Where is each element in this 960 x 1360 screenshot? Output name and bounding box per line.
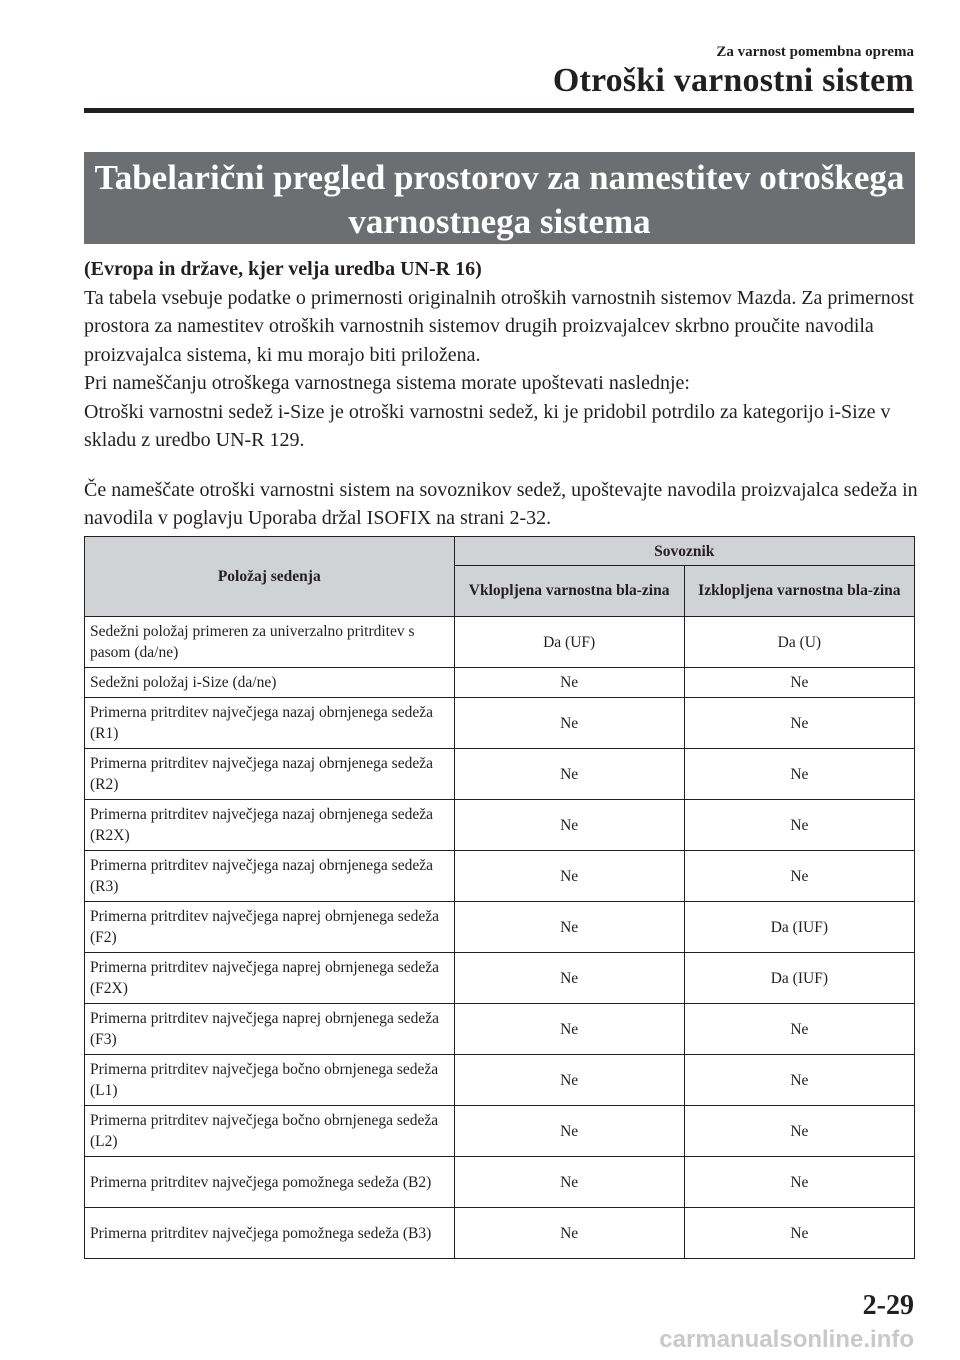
header-seating-position: Položaj sedenja	[85, 537, 455, 617]
row-label: Primerna pritrditev največjega pomožnega sedeža (B2)	[85, 1157, 455, 1208]
table-row	[85, 698, 915, 749]
cell-airbag-off: Ne	[684, 1004, 914, 1055]
section-banner	[84, 152, 915, 244]
cell-airbag-on: Ne	[454, 800, 684, 851]
row-label: Primerna pritrditev največjega bočno obrnjenega sedeža (L1)	[85, 1055, 455, 1106]
cell-airbag-on: Ne	[454, 1106, 684, 1157]
cell-airbag-off: Ne	[684, 1106, 914, 1157]
cell-airbag-on: Ne	[454, 1004, 684, 1055]
running-header-title: Otroški varnostni sistem	[552, 62, 914, 99]
cell-airbag-off: Ne	[684, 1055, 914, 1106]
cell-airbag-on: Ne	[454, 698, 684, 749]
header-passenger: Sovoznik	[454, 537, 914, 566]
banner-line-2: varnostnega sistema	[348, 202, 651, 241]
row-label: Sedežni položaj i-Size (da/ne)	[85, 668, 455, 698]
row-label: Sedežni položaj primeren za univerzalno pritrditev s pasom (da/ne)	[85, 617, 455, 668]
region-subtitle: (Evropa in države, kjer velja uredba UN-R 16)	[84, 258, 482, 280]
cell-airbag-on: Ne	[454, 902, 684, 953]
cell-airbag-on: Ne	[454, 1055, 684, 1106]
row-label: Primerna pritrditev največjega nazaj obrnjenega sedeža (R2X)	[85, 800, 455, 851]
cell-airbag-off: Ne	[684, 800, 914, 851]
intro-text	[84, 255, 920, 533]
intro-paragraph-3: Otroški varnostni sedež i-Size je otroški varnostni sedež, ki je pridobil potrdilo za kategorijo i-Size v skladu z uredbo UN-R 129.	[84, 400, 891, 451]
cell-airbag-off: Ne	[684, 1157, 914, 1208]
table-row	[85, 902, 915, 953]
cell-airbag-on: Ne	[454, 953, 684, 1004]
table-row	[85, 851, 915, 902]
banner-line-1: Tabelarični pregled prostorov za namestitev otroškega	[94, 158, 905, 197]
cell-airbag-on: Ne	[454, 668, 684, 698]
table-row	[85, 800, 915, 851]
cell-airbag-on: Ne	[454, 851, 684, 902]
row-label: Primerna pritrditev največjega nazaj obrnjenega sedeža (R2)	[85, 749, 455, 800]
header-airbag-off: Izklopljena varnostna bla-zina	[684, 566, 914, 617]
row-label: Primerna pritrditev največjega naprej obrnjenega sedeža (F2X)	[85, 953, 455, 1004]
table-row	[85, 1055, 915, 1106]
cell-airbag-on: Da (UF)	[454, 617, 684, 668]
watermark: carmanualsonline.info	[659, 1326, 914, 1353]
intro-paragraph-1: Ta tabela vsebuje podatke o primernosti originalnih otroških varnostnih sistemov Mazda. Za primernost prostora za namestitev otroških varnostnih sistemov drugih proizvajalcev skrbno proučite navodila proizvajalca sistema, ki mu morajo biti priložena.	[84, 286, 915, 366]
cell-airbag-off: Da (IUF)	[684, 902, 914, 953]
header-airbag-on: Vklopljena varnostna bla-zina	[454, 566, 684, 617]
intro-paragraph-4: Če nameščate otroški varnostni sistem na sovoznikov sedež, upoštevajte navodila proizvajalca sedeža in navodila v poglavju Uporaba držal ISOFIX na strani 2-32.	[84, 478, 918, 529]
row-label: Primerna pritrditev največjega naprej obrnjenega sedeža (F3)	[85, 1004, 455, 1055]
table-row	[85, 617, 915, 668]
cell-airbag-on: Ne	[454, 1157, 684, 1208]
table-row	[85, 1004, 915, 1055]
table-row	[85, 1157, 915, 1208]
cell-airbag-off: Ne	[684, 749, 914, 800]
row-label: Primerna pritrditev največjega nazaj obrnjenega sedeža (R3)	[85, 851, 455, 902]
table-row	[85, 749, 915, 800]
row-label: Primerna pritrditev največjega naprej obrnjenega sedeža (F2)	[85, 902, 455, 953]
intro-paragraph-2: Pri nameščanju otroškega varnostnega sistema morate upoštevati naslednje:	[84, 372, 690, 394]
row-label: Primerna pritrditev največjega nazaj obrnjenega sedeža (R1)	[85, 698, 455, 749]
cell-airbag-off: Ne	[684, 698, 914, 749]
table-row	[85, 668, 915, 698]
cell-airbag-off: Da (U)	[684, 617, 914, 668]
row-label: Primerna pritrditev največjega pomožnega sedeža (B3)	[85, 1208, 455, 1259]
table-row	[85, 1208, 915, 1259]
running-header-section: Za varnost pomembna oprema	[716, 44, 914, 60]
seating-position-table	[84, 536, 915, 1259]
row-label: Primerna pritrditev največjega bočno obrnjenega sedeža (L2)	[85, 1106, 455, 1157]
paragraph-gap	[84, 455, 920, 476]
table-row	[85, 953, 915, 1004]
cell-airbag-on: Ne	[454, 1208, 684, 1259]
cell-airbag-off: Ne	[684, 668, 914, 698]
header-rule	[84, 108, 914, 113]
cell-airbag-off: Ne	[684, 851, 914, 902]
cell-airbag-off: Da (IUF)	[684, 953, 914, 1004]
page-number: 2-29	[862, 1290, 914, 1321]
table-row	[85, 1106, 915, 1157]
cell-airbag-off: Ne	[684, 1208, 914, 1259]
cell-airbag-on: Ne	[454, 749, 684, 800]
